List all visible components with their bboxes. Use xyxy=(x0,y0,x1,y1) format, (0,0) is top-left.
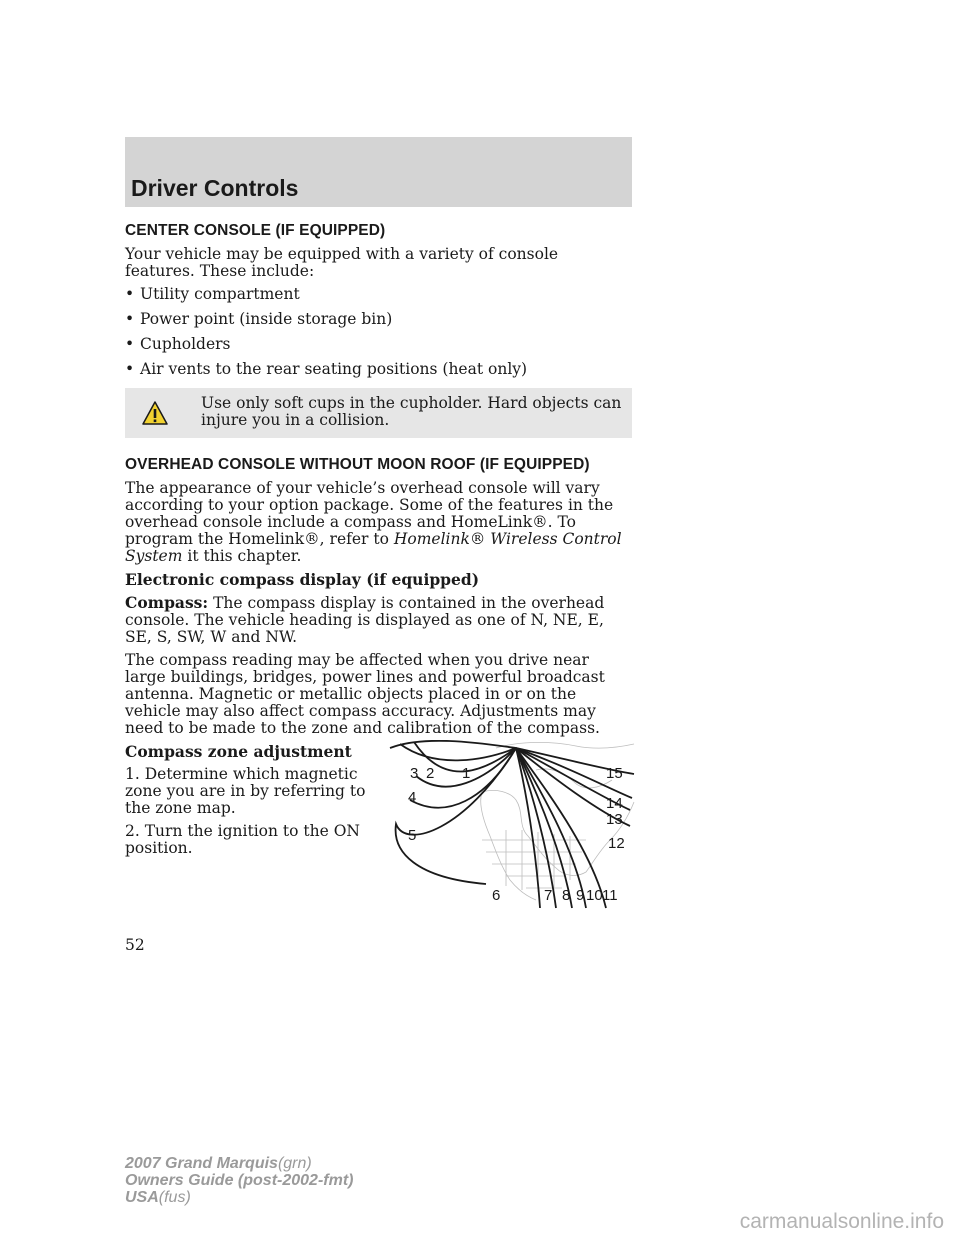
bullet-icon: • xyxy=(125,310,135,328)
zone-label: 12 xyxy=(608,835,625,852)
zone-label: 15 xyxy=(606,765,623,782)
section-heading-center-console: CENTER CONSOLE (IF EQUIPPED) xyxy=(125,222,386,239)
zone-label: 7 xyxy=(544,887,553,904)
list-item: • Utility compartment xyxy=(125,285,300,303)
warning-box xyxy=(125,388,632,438)
footer-line-3: USA(fus) xyxy=(125,1189,191,1206)
zone-label: 3 xyxy=(410,765,419,782)
zone-label: 11 xyxy=(602,887,618,904)
step-1: 1. Determine which magnetic zone you are in by referring to the zone map. xyxy=(125,765,366,817)
bullet-icon: • xyxy=(125,285,135,303)
zone-map-figure xyxy=(386,740,636,912)
list-item: • Cupholders xyxy=(125,335,231,353)
header-band xyxy=(125,137,632,207)
subheading-zone-adjustment: Compass zone adjustment xyxy=(125,742,352,761)
zone-label: 14 xyxy=(606,795,623,812)
compass-label: Compass: xyxy=(125,593,209,612)
zone-label: 1 xyxy=(462,765,471,782)
zone-label: 6 xyxy=(492,887,501,904)
zone-label: 4 xyxy=(408,789,417,806)
footer-line-2: Owners Guide (post-2002-fmt) xyxy=(125,1172,354,1189)
zone-label: 9 xyxy=(576,887,585,904)
step-2: 2. Turn the ignition to the ON position. xyxy=(125,822,360,857)
compass-zone-map xyxy=(386,740,636,912)
overhead-console-intro: The appearance of your vehicle’s overhead console will vary according to your option package. Some of the features in the overhead console include a compass and HomeLink®. To program the Homelink®, refer to Homelink® Wireless Control System it this chapter. xyxy=(125,479,622,565)
warning-triangle-icon xyxy=(142,401,168,425)
compass-interference-note: The compass reading may be affected when you drive near large buildings, bridges, power lines and powerful broadcast antenna. Magnetic or metallic objects placed in or on the vehicle may also affect compass accuracy. Adjustments may need to be made to the zone and calibration of the compass. xyxy=(125,651,605,737)
footer-line-1: 2007 Grand Marquis(grn) xyxy=(125,1155,312,1172)
zone-label: 2 xyxy=(426,765,435,782)
page-title: Driver Controls xyxy=(131,175,299,201)
list-item: • Power point (inside storage bin) xyxy=(125,310,393,328)
watermark: carmanualsonline.info xyxy=(739,1210,944,1233)
homelink-reference: Homelink® Wireless Control System xyxy=(125,530,622,565)
bullet-icon: • xyxy=(125,360,135,378)
zone-label: 13 xyxy=(606,811,623,828)
bullet-icon: • xyxy=(125,335,135,353)
zone-label: 8 xyxy=(562,887,571,904)
list-item: • Air vents to the rear seating positions (heat only) xyxy=(125,360,528,378)
page-number: 52 xyxy=(125,936,145,954)
document-footer xyxy=(125,1155,353,1206)
center-console-intro: Your vehicle may be equipped with a variety of console features. These include: xyxy=(125,245,559,280)
section-heading-overhead-console: OVERHEAD CONSOLE WITHOUT MOON ROOF (IF EQUIPPED) xyxy=(125,456,590,473)
zone-label: 5 xyxy=(408,827,417,844)
feature-list xyxy=(125,286,632,378)
zone-label: 10 xyxy=(586,887,603,904)
warning-text: Use only soft cups in the cupholder. Hard objects can injure you in a collision. xyxy=(201,394,622,429)
compass-description: Compass: The compass display is contained in the overhead console. The vehicle heading is displayed as one of N, NE, E, SE, S, SW, W and NW. xyxy=(125,593,605,646)
subheading-electronic-compass: Electronic compass display (if equipped) xyxy=(125,570,480,589)
